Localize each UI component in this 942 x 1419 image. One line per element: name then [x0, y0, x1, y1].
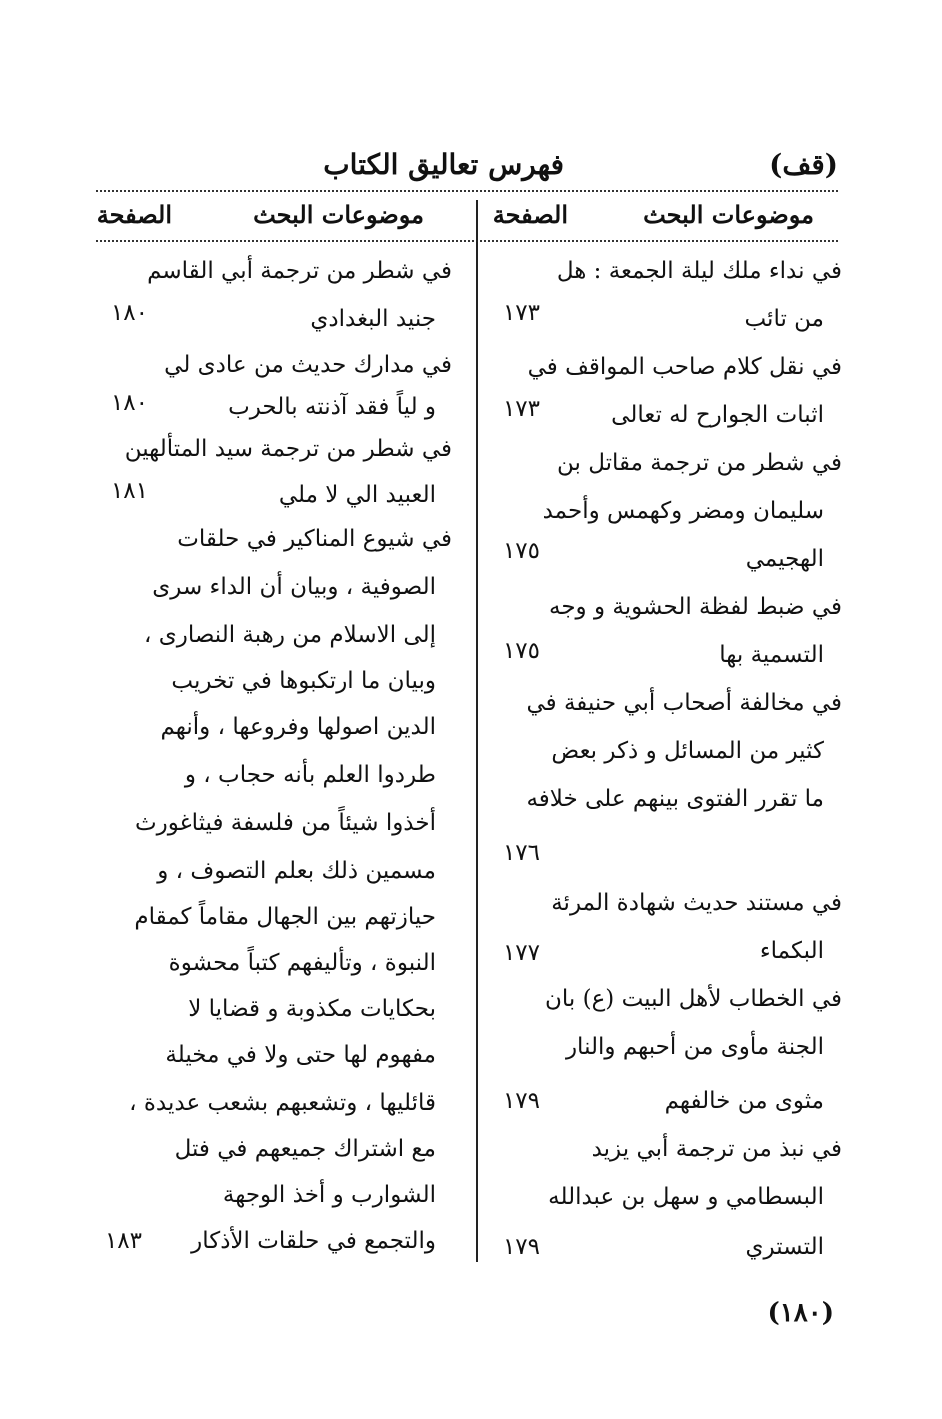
left-line: بحكايات مكذوبة و قضايا لا	[188, 996, 436, 1022]
left-line: في شطر من ترجمة أبي القاسم	[147, 258, 452, 284]
right-page-number: ١٧٥	[502, 538, 540, 564]
right-line: مثوى من خالفهم	[664, 1088, 824, 1114]
left-page-number: ١٨١	[110, 478, 148, 504]
right-line: التستري	[745, 1234, 824, 1260]
right-page-number: ١٧٩	[502, 1088, 540, 1114]
right-line: في ضبط لفظة الحشوية و وجه	[548, 594, 842, 620]
right-line: البسطامي و سهل بن عبدالله	[548, 1184, 824, 1210]
left-line: في شطر من ترجمة سيد المتألهين	[124, 436, 452, 462]
right-line: في مستند حديث شهادة المرئة	[551, 890, 842, 916]
header-rule-top	[96, 190, 838, 192]
left-line: في مدارك حديث من عادى لي	[164, 352, 452, 378]
right-line: في مخالفة أصحاب أبي حنيفة في	[526, 690, 842, 716]
left-line: حيازتهم بين الجهال مقاماً كمقام	[134, 904, 436, 930]
left-line: الشوارب و أخذ الوجهة	[222, 1182, 436, 1208]
left-line: العبيد الي لا ملي	[278, 482, 436, 508]
right-page-number: ١٧٦	[502, 840, 540, 866]
left-line: طردوا العلم بأنه حجاب ، و	[184, 762, 436, 788]
left-line: مسمين ذلك بعلم التصوف ، و	[157, 858, 436, 884]
left-line: الدين اصولها وفروعها ، وأنهم	[160, 714, 436, 740]
left-line: و لياً فقد آذنته بالحرب	[228, 394, 436, 420]
page-number: (١٨٠)	[767, 1298, 834, 1328]
left-line: مع اشتراك جميعهم في فتل	[174, 1136, 436, 1162]
left-line: مفهوم لها حتى ولا في مخيلة	[165, 1042, 436, 1068]
right-line: سليمان ومضر وكهمس وأحمد	[542, 498, 824, 524]
right-page-number: ١٧٧	[502, 940, 540, 966]
right-page-number: ١٧٣	[502, 396, 540, 422]
right-line: ما تقرر الفتوى بينهم على خلافه	[526, 786, 824, 812]
left-line: قائليها ، وتشعبهم بشعب عديدة ،	[129, 1090, 436, 1116]
left-page-number: ١٨٣	[104, 1228, 142, 1254]
left-line: في شيوع المناكير في حلقات	[177, 526, 452, 552]
left-line: الصوفية ، وبيان أن الداء سرى	[152, 574, 436, 600]
right-page-number: ١٧٥	[502, 638, 540, 664]
right-line: في نداء ملك ليلة الجمعة : هل	[556, 258, 842, 284]
right-page-heading: الصفحة	[492, 200, 568, 229]
right-line: الهجيمي	[745, 546, 824, 572]
left-line: جنيد البغدادي	[310, 306, 436, 332]
left-page-number: ١٨٠	[110, 390, 148, 416]
right-line: في الخطاب لأهل البيت (ع) بان	[545, 986, 842, 1012]
right-line: في نقل كلام صاحب المواقف في	[527, 354, 842, 380]
right-line: الجنة مأوى من أحبهم والنار	[565, 1034, 824, 1060]
left-line: والتجمع في حلقات الأذكار	[191, 1228, 436, 1254]
column-divider	[476, 200, 478, 1262]
section-mark: (قف)	[769, 148, 838, 181]
left-page-number: ١٨٠	[110, 300, 148, 326]
right-line: في نبذ من ترجمة أبي يزيد	[591, 1136, 842, 1162]
left-topics-heading: موضوعات البحث	[253, 200, 424, 229]
page-title: فهرس تعاليق الكتاب	[323, 148, 564, 181]
right-line: البكماء	[759, 938, 824, 964]
left-line: إلى الاسلام من رهبة النصارى ،	[143, 622, 436, 648]
header-rule-bottom	[96, 240, 838, 242]
right-line: كثير من المسائل و ذكر بعض	[551, 738, 824, 764]
right-line: في شطر من ترجمة مقاتل بن	[556, 450, 842, 476]
left-line: النبوة ، وتأليفهم كتباً محشوة	[168, 950, 436, 976]
left-line: أخذوا شيئاً من فلسفة فيثاغورث	[134, 810, 436, 836]
left-line: وبيان ما ارتكبوها في تخريب	[171, 668, 436, 694]
right-page-number: ١٧٩	[502, 1234, 540, 1260]
right-line: التسمية بها	[719, 642, 824, 668]
right-line: من تائب	[744, 306, 824, 332]
right-topics-heading: موضوعات البحث	[643, 200, 814, 229]
right-line: اثبات الجوارح له تعالى	[611, 402, 824, 428]
right-page-number: ١٧٣	[502, 300, 540, 326]
left-page-heading: الصفحة	[96, 200, 172, 229]
